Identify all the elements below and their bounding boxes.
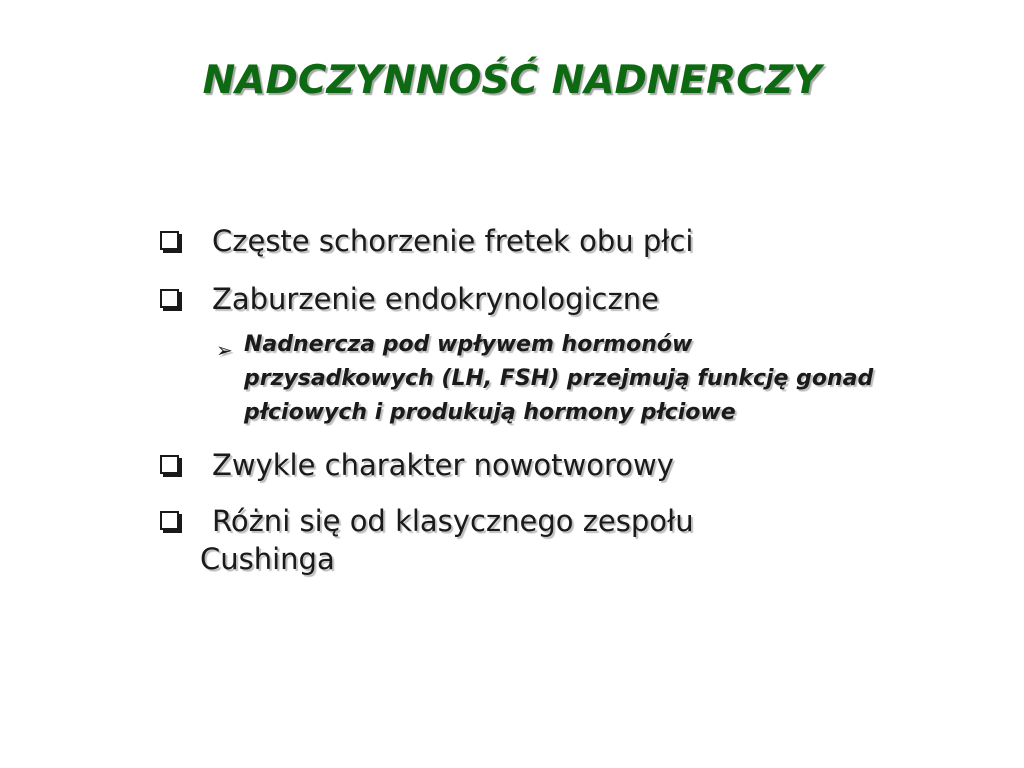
bullet-item-2 xyxy=(160,280,880,318)
checkbox-square-icon xyxy=(160,289,179,308)
checkbox-square-icon xyxy=(160,455,179,474)
slide-title: NADCZYNNOŚĆ NADNERCZY xyxy=(202,58,822,103)
bullet-text-4-line-2: Cushinga xyxy=(200,542,335,576)
bullet-list xyxy=(160,222,880,578)
checkbox-square-icon xyxy=(160,231,179,250)
bullet-text-4-line-1: Różni się od klasycznego zespołu xyxy=(212,504,694,538)
checkbox-square-icon xyxy=(160,511,179,530)
bullet-item-4 xyxy=(160,502,880,578)
bullet-item-1 xyxy=(160,222,880,260)
sub-bullet-item xyxy=(160,328,880,430)
arrowhead-right-icon: ➢ xyxy=(216,338,233,362)
bullet-text-2: Zaburzenie endokrynologiczne xyxy=(212,282,659,316)
sub-bullet-text: Nadnercza pod wpływem hormonów przysadkowych (LH, FSH) przejmują funkcję gonad płciowych i produkują hormony płciowe xyxy=(244,332,874,425)
bullet-text-3: Zwykle charakter nowotworowy xyxy=(212,448,674,482)
bullet-text-1: Częste schorzenie fretek obu płci xyxy=(212,224,694,258)
bullet-item-3 xyxy=(160,446,880,484)
